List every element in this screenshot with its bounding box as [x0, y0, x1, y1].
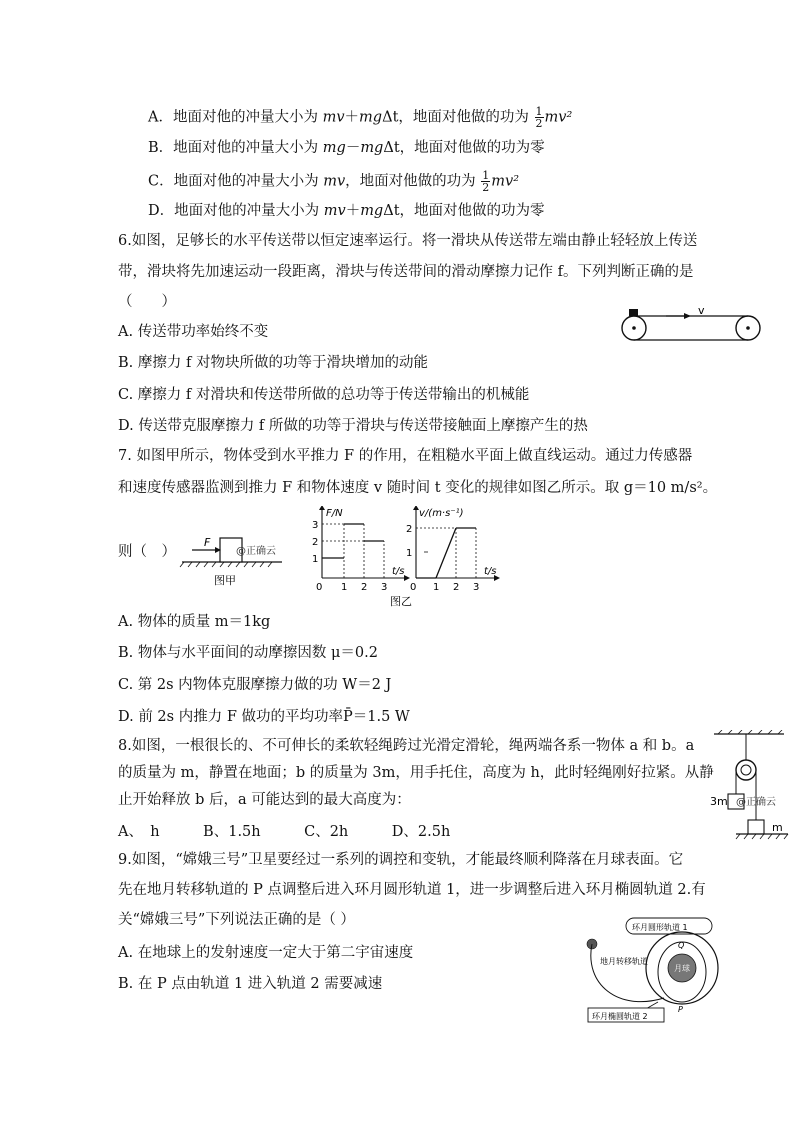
q7-stem-line1: 7. 如图甲所示，物体受到水平推力 F 的作用，在粗糙水平面上做直线运动。通过力传感器 [118, 448, 693, 464]
watermark-pulley: @正确云 [736, 797, 776, 808]
figure-jia [178, 528, 288, 590]
caption-jia: 图甲 [214, 574, 236, 587]
q7-stem-line2: 和速度传感器监测到推力 F 和物体速度 v 随时间 t 变化的规律如图乙所示。取 g＝10 m/s²。 [118, 480, 718, 496]
q5-option-a: A．地面对他的冲量大小为 mv＋mgΔt，地面对他做的功为 $\frac{1}{2}$ mv² [148, 105, 573, 130]
label-m: m [772, 821, 783, 834]
label-3m: 3m [710, 795, 728, 808]
graph-force-time [312, 506, 413, 593]
q9-stem-line1: 9.如图，“嫦娥三号”卫星要经过一系列的调控和变轨，才能最终顺利降落在月球表面。它 [118, 852, 684, 868]
conveyor-belt-figure [616, 306, 766, 346]
g2-xtick-1: 1 [433, 582, 440, 593]
g2-xtick-3: 3 [473, 582, 480, 593]
graph-velocity-time [406, 506, 500, 593]
q9-stem-line2: 先在地月转移轨道的 P 点调整后进入环月圆形轨道 1，进一步调整后进入环月椭圆轨道 2.有 [118, 882, 706, 898]
g2-xlabel: t/s [484, 566, 497, 577]
slider-block [629, 309, 638, 316]
g1-ytick-1: 1 [312, 554, 319, 565]
g1-xtick-3: 3 [381, 582, 388, 593]
q5-option-b: B．地面对他的冲量大小为 mg－mgΔt，地面对他做的功为零 [148, 140, 545, 156]
watermark-jia: @正确云 [236, 546, 276, 557]
q6-stem-line2: 带，滑块将先加速运动一段距离，滑块与传送带间的滑动摩擦力记作 f。下列判断正确的是 [118, 264, 694, 280]
q8-stem-line3: 止开始释放 b 后，a 可能达到的最大高度为： [118, 792, 411, 808]
g1-xtick-1: 1 [341, 582, 348, 593]
g1-ytick-3: 3 [312, 520, 319, 531]
g2-xtick-2: 2 [453, 582, 460, 593]
g2-xtick-0: 0 [410, 582, 417, 593]
q6-stem-line1: 6.如图，足够长的水平传送带以恒定速率运行。将一滑块从传送带左端由静止轻轻放上传送 [118, 233, 698, 249]
q9-option-b: B. 在 P 点由轨道 1 进入轨道 2 需要减速 [118, 976, 383, 992]
g2-ytick-1: 1 [406, 548, 413, 559]
block-a [748, 820, 764, 834]
g1-xtick-0: 0 [316, 582, 323, 593]
force-label: F [204, 536, 211, 549]
q7-option-a: A. 物体的质量 m＝1kg [118, 614, 271, 630]
g1-xtick-2: 2 [361, 582, 368, 593]
caption-yi: 图乙 [390, 595, 412, 608]
q6-option-c: C. 摩擦力 f 对滑块和传送带所做的总功等于传送带输出的机械能 [118, 387, 530, 403]
q8-options: A、 h B、1.5h C、2h D、2.5h [118, 824, 451, 840]
q9-option-a: A. 在地球上的发射速度一定大于第二宇宙速度 [118, 945, 414, 961]
q8-stem-line1: 8.如图，一根很长的、不可伸长的柔软轻绳跨过光滑定滑轮，绳两端各系一物体 a 和 b。a [118, 738, 695, 754]
point-p: P [678, 1005, 683, 1014]
q6-option-b: B. 摩擦力 f 对物块所做的功等于滑块增加的动能 [118, 355, 428, 371]
lunar-orbit-figure [578, 914, 748, 1026]
figure-yi [304, 506, 514, 610]
point-q: Q [678, 941, 685, 950]
q5-option-c: C．地面对他的冲量大小为 mv，地面对他做的功为 $\frac{1}{2}$ mv² [148, 169, 520, 194]
g1-ytick-2: 2 [312, 537, 319, 548]
pulley-figure [706, 730, 792, 842]
transfer-label: 地月转移轨道 [600, 957, 648, 966]
q7-option-c: C. 第 2s 内物体克服摩擦力做的功 W＝2 J [118, 677, 392, 693]
velocity-label: v [698, 306, 705, 317]
q7-stem-line3: 则（ ） [118, 544, 176, 560]
g2-ylabel: v/(m·s⁻¹) [419, 508, 464, 519]
q8-stem-line2: 的质量为 m，静置在地面；b 的质量为 3m，用手托住，高度为 h，此时轻绳刚好拉紧。从静 [118, 765, 714, 781]
q5-option-d: D．地面对他的冲量大小为 mv＋mgΔt，地面对他做的功为零 [148, 203, 545, 219]
g2-ytick-2: 2 [406, 524, 413, 535]
q6-stem-line3: （ ） [118, 294, 176, 310]
orbit2-label: 环月椭圆轨道 2 [592, 1012, 648, 1021]
moon-label: 月球 [674, 964, 690, 973]
velocity-seg-2 [436, 528, 456, 578]
q7-option-d: D. 前 2s 内推力 F 做功的平均功率P̄＝1.5 W [118, 709, 410, 725]
g1-ylabel: F/N [326, 508, 343, 519]
q6-option-d: D. 传送带克服摩擦力 f 所做的功等于滑块与传送带接触面上摩擦产生的热 [118, 418, 588, 434]
orbit1-label: 环月圆形轨道 1 [632, 923, 688, 932]
transfer-orbit [591, 944, 664, 1002]
q9-stem-line3: 关“嫦娥三号”下列说法正确的是（ ） [118, 912, 355, 928]
g1-xlabel: t/s [392, 566, 405, 577]
q7-option-b: B. 物体与水平面间的动摩擦因数 μ＝0.2 [118, 645, 378, 661]
q6-option-a: A. 传送带功率始终不变 [118, 324, 269, 340]
